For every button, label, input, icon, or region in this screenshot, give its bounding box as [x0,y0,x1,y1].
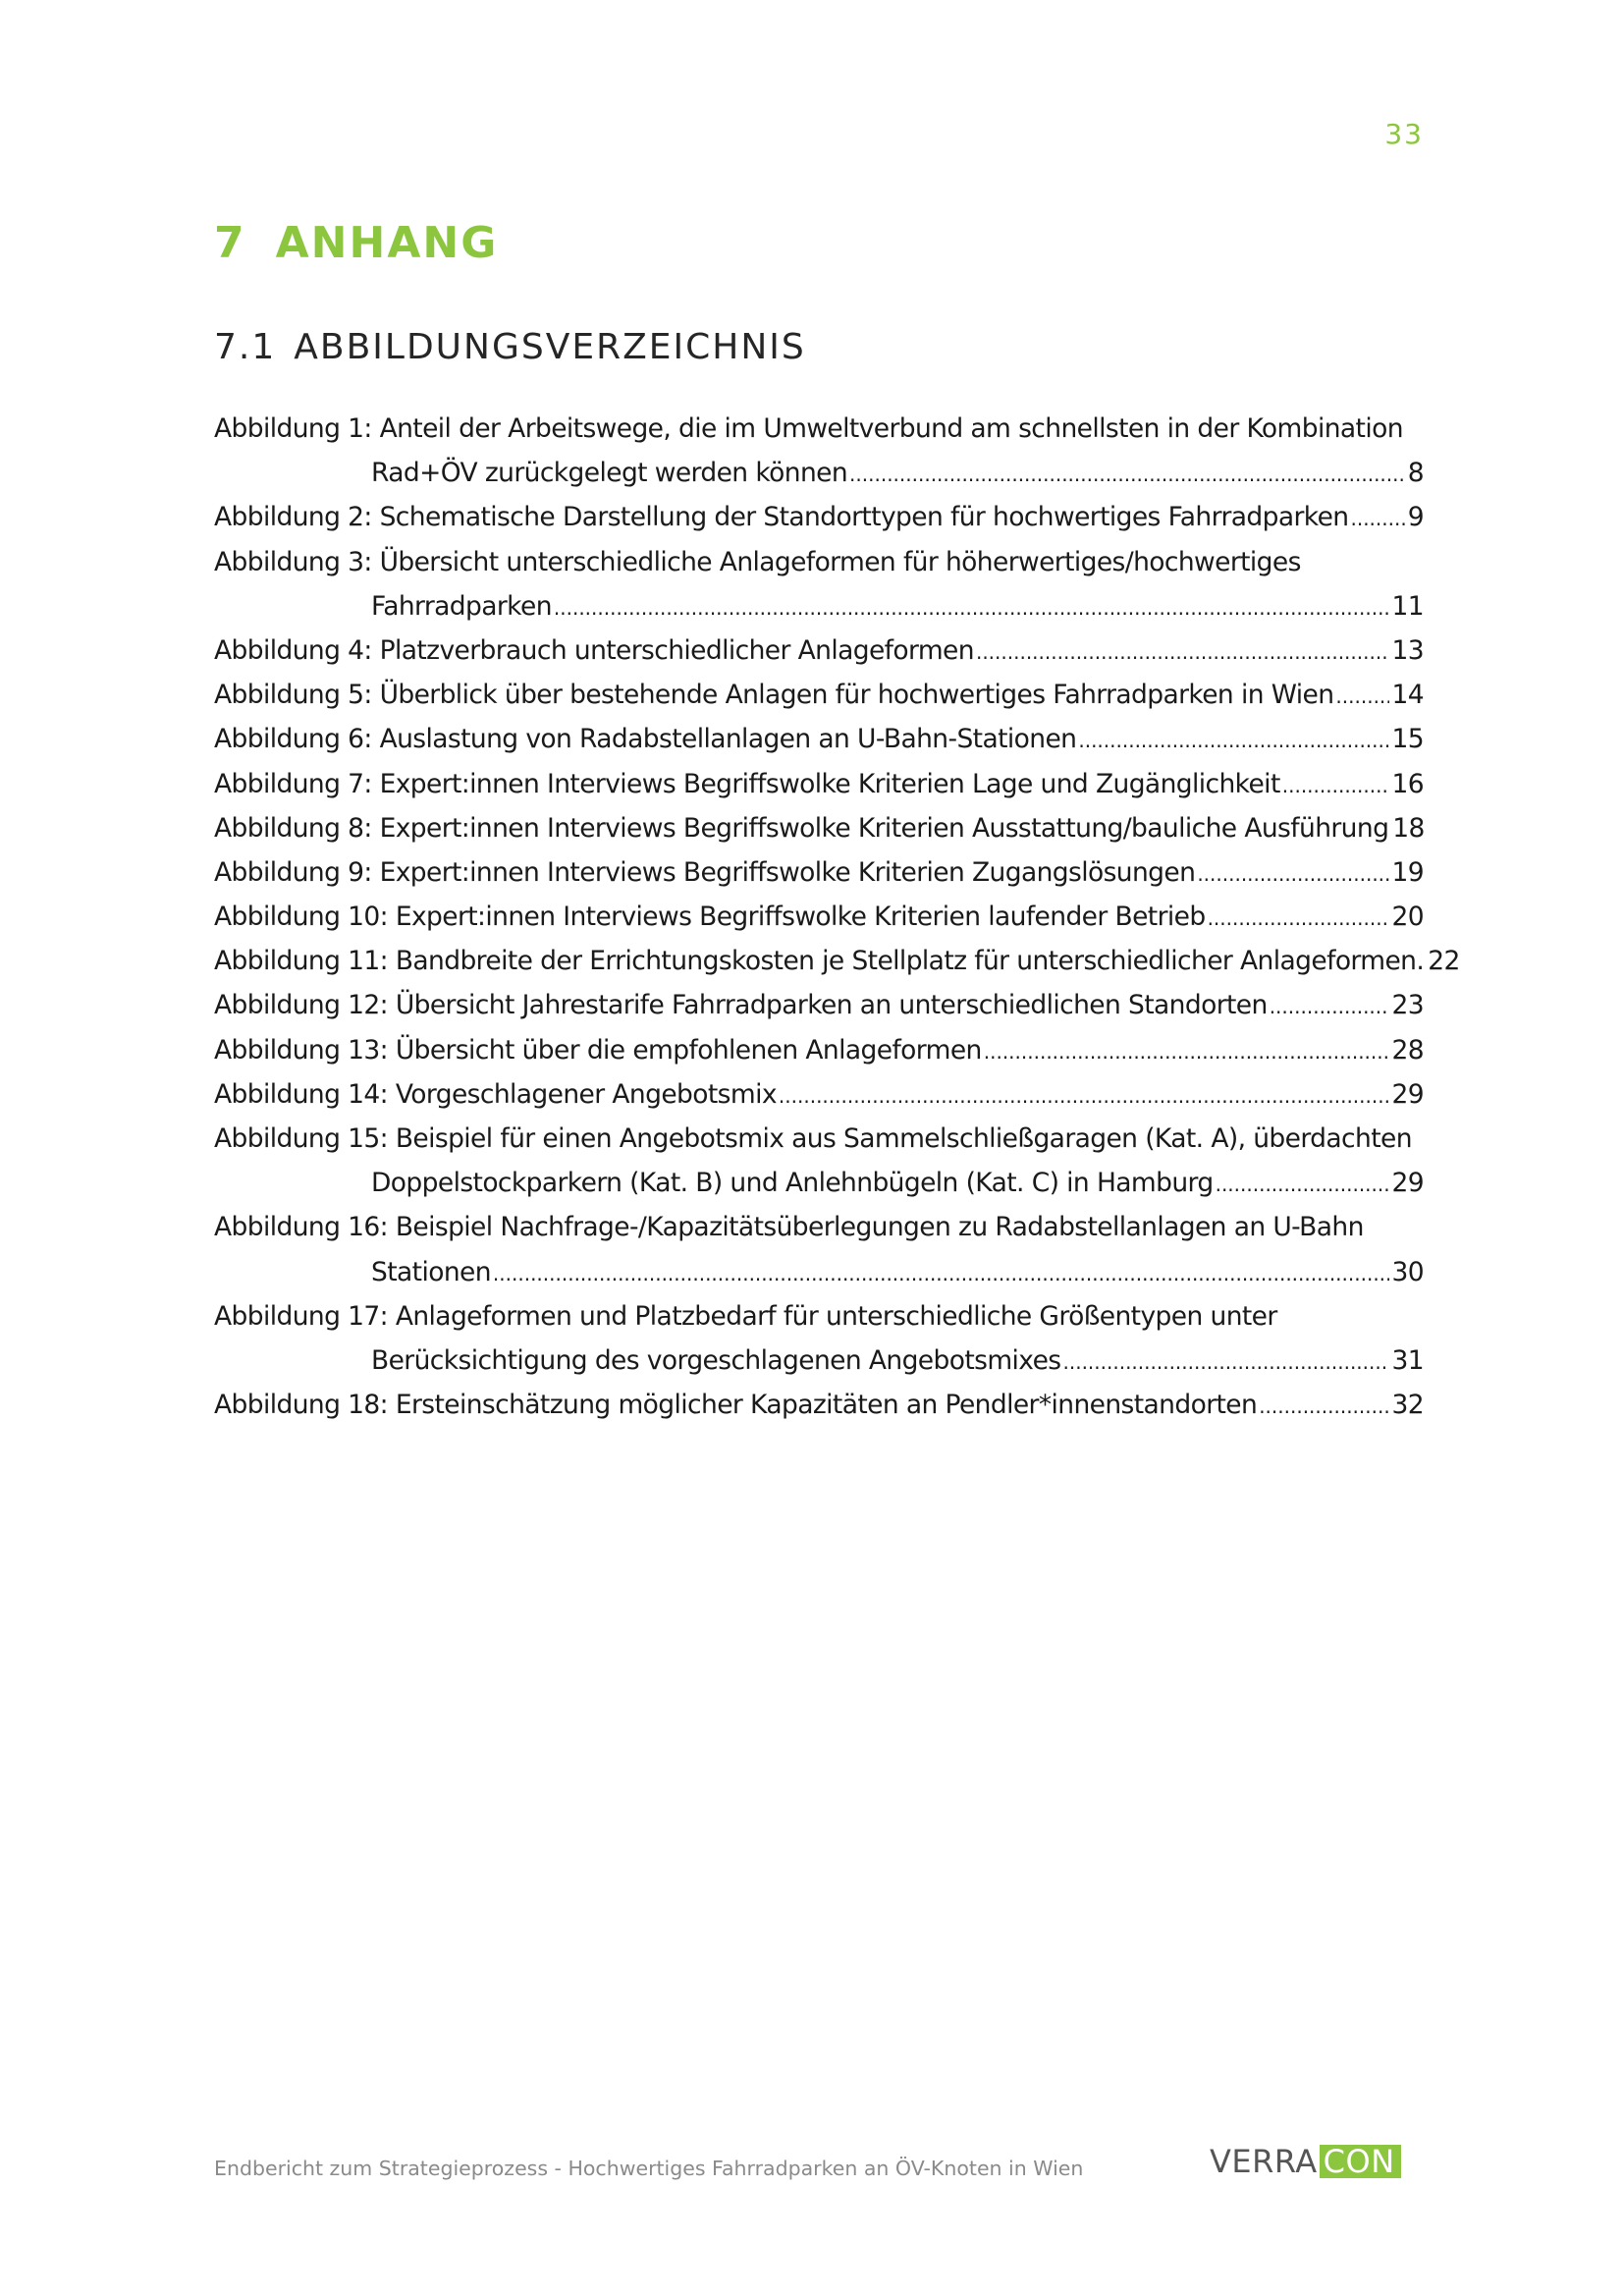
toc-entry[interactable] [214,895,1424,939]
toc-page-number: 29 [1391,1078,1424,1110]
toc-entry[interactable] [214,983,1424,1027]
toc-page-number: 18 [1392,812,1425,844]
toc-entry-text: Rad+ÖV zurückgelegt werden können [371,458,848,489]
toc-leader-dots [779,1074,1390,1119]
toc-entry-text: Abbildung 11: Bandbreite der Errichtungskosten je Stellplatz für unterschiedlicher Anlageformen. [214,946,1425,977]
toc-entry[interactable] [214,1205,1424,1293]
toc-entry-text: Abbildung 16: Beispiel Nachfrage-/Kapazitätsüberlegungen zu Radabstellanlagen an U-Bahn [214,1212,1364,1243]
toc-entry-text: Abbildung 17: Anlageformen und Platzbedarf für unterschiedliche Größentypen unter [214,1300,1277,1332]
toc-entry-text: Abbildung 7: Expert:innen Interviews Begriffswolke Kriterien Lage und Zugänglichkeit [214,768,1280,799]
toc-line [214,495,1424,539]
toc-page-number: 31 [1391,1344,1424,1376]
toc-page-number: 11 [1391,590,1424,622]
toc-leader-dots [1208,897,1390,941]
toc-line [214,1161,1424,1205]
toc-line [214,1117,1424,1161]
toc-line [214,1383,1424,1427]
toc-entry-text: Abbildung 18: Ersteinschätzung möglicher Kapazitäten an Pendler*innenstandorten [214,1390,1258,1421]
page-number: 33 [1384,118,1424,150]
toc-entry-text: Abbildung 5: Überblick über bestehende Anlagen für hochwertiges Fahrradparken in Wien [214,680,1334,711]
toc-line [214,1339,1424,1383]
list-of-figures [214,407,1460,1427]
toc-line [214,1205,1424,1249]
toc-leader-dots [554,586,1390,630]
toc-page-number: 20 [1391,902,1424,933]
toc-leader-dots [1216,1163,1390,1207]
toc-line [214,806,1424,850]
toc-line [214,939,1460,983]
toc-line [214,717,1424,761]
toc-page-number: 13 [1391,634,1424,666]
logo-text-verra: VERRA [1210,2143,1318,2180]
toc-page-number: 30 [1391,1256,1424,1287]
toc-entry-text: Abbildung 13: Übersicht über die empfohlenen Anlageformen [214,1034,982,1066]
toc-leader-dots [1335,675,1389,719]
toc-entry[interactable] [214,1294,1424,1383]
logo-text-con: CON [1320,2145,1401,2178]
toc-page-number: 16 [1391,768,1424,799]
toc-page-number: 19 [1391,856,1424,888]
toc-entry[interactable] [214,673,1424,717]
toc-leader-dots [1197,852,1389,897]
toc-entry-text: Berücksichtigung des vorgeschlagenen Angebotsmixes [371,1344,1061,1376]
toc-entry[interactable] [214,762,1424,806]
toc-line [214,895,1424,939]
toc-line [214,1028,1424,1072]
toc-leader-dots [493,1252,1390,1296]
toc-page-number: 9 [1407,502,1424,533]
toc-entry[interactable] [214,1383,1424,1427]
toc-entry[interactable] [214,806,1424,850]
toc-line [214,850,1424,895]
toc-entry[interactable] [214,629,1424,673]
toc-line [214,983,1424,1027]
toc-line [214,762,1424,806]
toc-entry[interactable] [214,717,1424,761]
toc-entry[interactable] [214,540,1424,629]
toc-leader-dots [1350,497,1405,541]
toc-entry-text: Stationen [371,1256,491,1287]
toc-entry-text: Doppelstockparkern (Kat. B) und Anlehnbügeln (Kat. C) in Hamburg [371,1168,1214,1199]
toc-entry-text: Abbildung 6: Auslastung von Radabstellanlagen an U-Bahn-Stationen [214,724,1077,755]
toc-page-number: 22 [1428,946,1460,977]
toc-line [214,451,1424,495]
toc-entry[interactable] [214,1072,1424,1117]
toc-page-number: 23 [1391,990,1424,1021]
toc-entry[interactable] [214,1028,1424,1072]
toc-entry[interactable] [214,939,1460,983]
toc-entry-text: Abbildung 15: Beispiel für einen Angebotsmix aus Sammelschließgaragen (Kat. A), überdachten [214,1123,1412,1154]
toc-entry-text: Abbildung 10: Expert:innen Interviews Begriffswolke Kriterien laufender Betrieb [214,902,1206,933]
toc-entry[interactable] [214,495,1424,539]
toc-leader-dots [1259,1385,1389,1429]
toc-entry-text: Abbildung 1: Anteil der Arbeitswege, die im Umweltverbund am schnellsten in der Kombination [214,413,1403,444]
toc-line [214,629,1424,673]
toc-leader-dots [1063,1340,1390,1385]
toc-line [214,540,1424,584]
toc-entry-text: Abbildung 4: Platzverbrauch unterschiedlicher Anlageformen [214,634,974,666]
toc-line [214,1250,1424,1294]
toc-leader-dots [1270,985,1390,1029]
toc-entry-text: Abbildung 14: Vorgeschlagener Angebotsmix [214,1078,777,1110]
toc-line [214,584,1424,629]
toc-leader-dots [976,630,1390,675]
chapter-number: 7 [214,218,246,268]
toc-entry-text: Abbildung 8: Expert:innen Interviews Begriffswolke Kriterien Ausstattung/bauliche Ausführung [214,812,1389,844]
toc-entry-text: Fahrradparken [371,590,552,622]
toc-page-number: 15 [1391,724,1424,755]
toc-page-number: 8 [1407,458,1424,489]
section-title: ABBILDUNGSVERZEICHNIS [294,327,806,367]
toc-line [214,673,1424,717]
chapter-title: ANHANG [275,218,499,268]
toc-leader-dots [984,1030,1390,1074]
verracon-logo [1210,2145,1401,2178]
toc-leader-dots [1078,719,1389,763]
toc-page-number: 14 [1391,680,1424,711]
toc-entry[interactable] [214,850,1424,895]
toc-leader-dots [1282,764,1390,808]
section-number: 7.1 [214,327,277,367]
toc-entry-text: Abbildung 12: Übersicht Jahrestarife Fahrradparken an unterschiedlichen Standorten [214,990,1268,1021]
toc-line [214,407,1424,451]
toc-leader-dots [849,453,1406,497]
toc-entry[interactable] [214,407,1424,495]
footer-text: Endbericht zum Strategieprozess - Hochwertiges Fahrradparken an ÖV-Knoten in Wien [214,2157,1084,2180]
toc-line [214,1294,1424,1339]
chapter-heading [214,218,498,268]
toc-entry-text: Abbildung 3: Übersicht unterschiedliche Anlageformen für höherwertiges/hochwertiges [214,546,1301,577]
section-heading [214,327,806,367]
toc-entry-text: Abbildung 9: Expert:innen Interviews Begriffswolke Kriterien Zugangslösungen [214,856,1196,888]
toc-page-number: 32 [1391,1390,1424,1421]
toc-entry-text: Abbildung 2: Schematische Darstellung der Standorttypen für hochwertiges Fahrradparken [214,502,1349,533]
toc-line [214,1072,1424,1117]
toc-page-number: 28 [1391,1034,1424,1066]
toc-entry[interactable] [214,1117,1424,1205]
toc-page-number: 29 [1391,1168,1424,1199]
